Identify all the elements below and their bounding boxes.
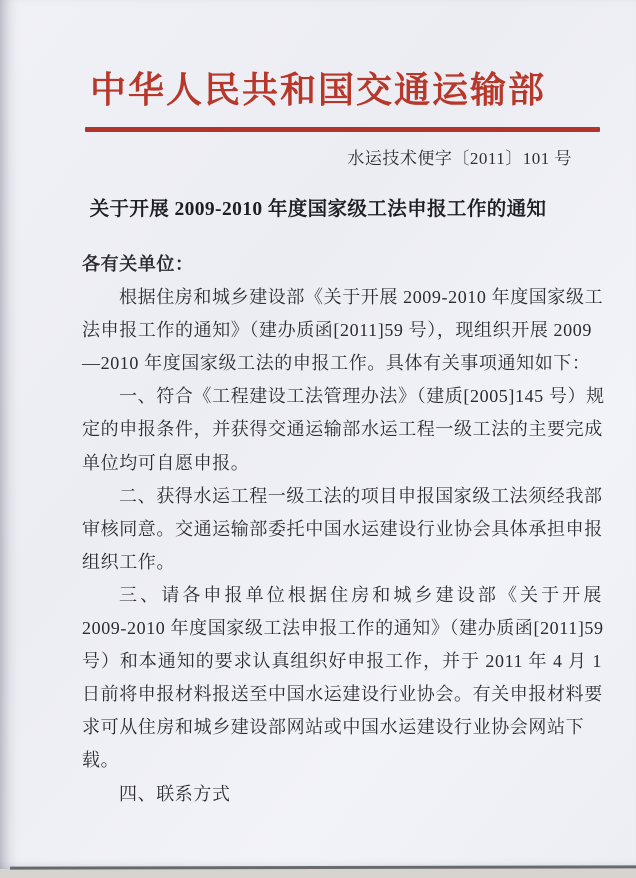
body-line: 组织工作。 <box>82 551 175 572</box>
ministry-header: 中华人民共和国交通运输部 <box>89 70 546 110</box>
body-line: —2010 年度国家级工法的申报工作。具体有关事项通知如下： <box>82 353 591 374</box>
doc-number: 水运技术便字〔2011〕101 号 <box>347 149 572 168</box>
body-line: 四、联系方式 <box>119 783 231 804</box>
body-line: 号）和本通知的要求认真组织好申报工作，并于 2011 年 4 月 1 <box>82 651 602 672</box>
body-line: 审核同意。交通运输部委托中国水运建设行业协会具体承担申报 <box>82 518 603 539</box>
body-line: 二、获得水运工程一级工法的项目申报国家级工法须经我部 <box>119 485 603 506</box>
notice-title: 关于开展 2009-2010 年度国家级工法申报工作的通知 <box>89 199 547 220</box>
document-body <box>0 248 636 811</box>
body-line: 各有关单位： <box>82 254 194 274</box>
red-divider-line <box>85 127 600 132</box>
body-line: 单位均可自愿申报。 <box>82 452 250 473</box>
body-line: 三、请各申报单位根据住房和城乡建设部《关于开展 <box>119 584 602 605</box>
body-line: 求可从住房和城乡建设部网站或中国水运建设行业协会网站下 <box>82 717 585 738</box>
body-line: 根据住房和城乡建设部《关于开展 2009-2010 年度国家级工 <box>119 287 604 308</box>
body-line: 一、符合《工程建设工法管理办法》（建质[2005]145 号）规 <box>119 386 605 407</box>
body-line: 载。 <box>82 750 120 771</box>
paper-bottom-edge <box>10 865 636 869</box>
body-line: 日前将申报材料报送至中国水运建设行业协会。有关申报材料要 <box>82 684 603 705</box>
body-line: 法申报工作的通知》（建办质函[2011]59 号），现组织开展 2009 <box>82 320 592 341</box>
body-line: 定的申报条件，并获得交通运输部水运工程一级工法的主要完成 <box>82 419 603 440</box>
body-line: 2009-2010 年度国家级工法申报工作的通知》（建办质函[2011]59 <box>82 618 604 639</box>
